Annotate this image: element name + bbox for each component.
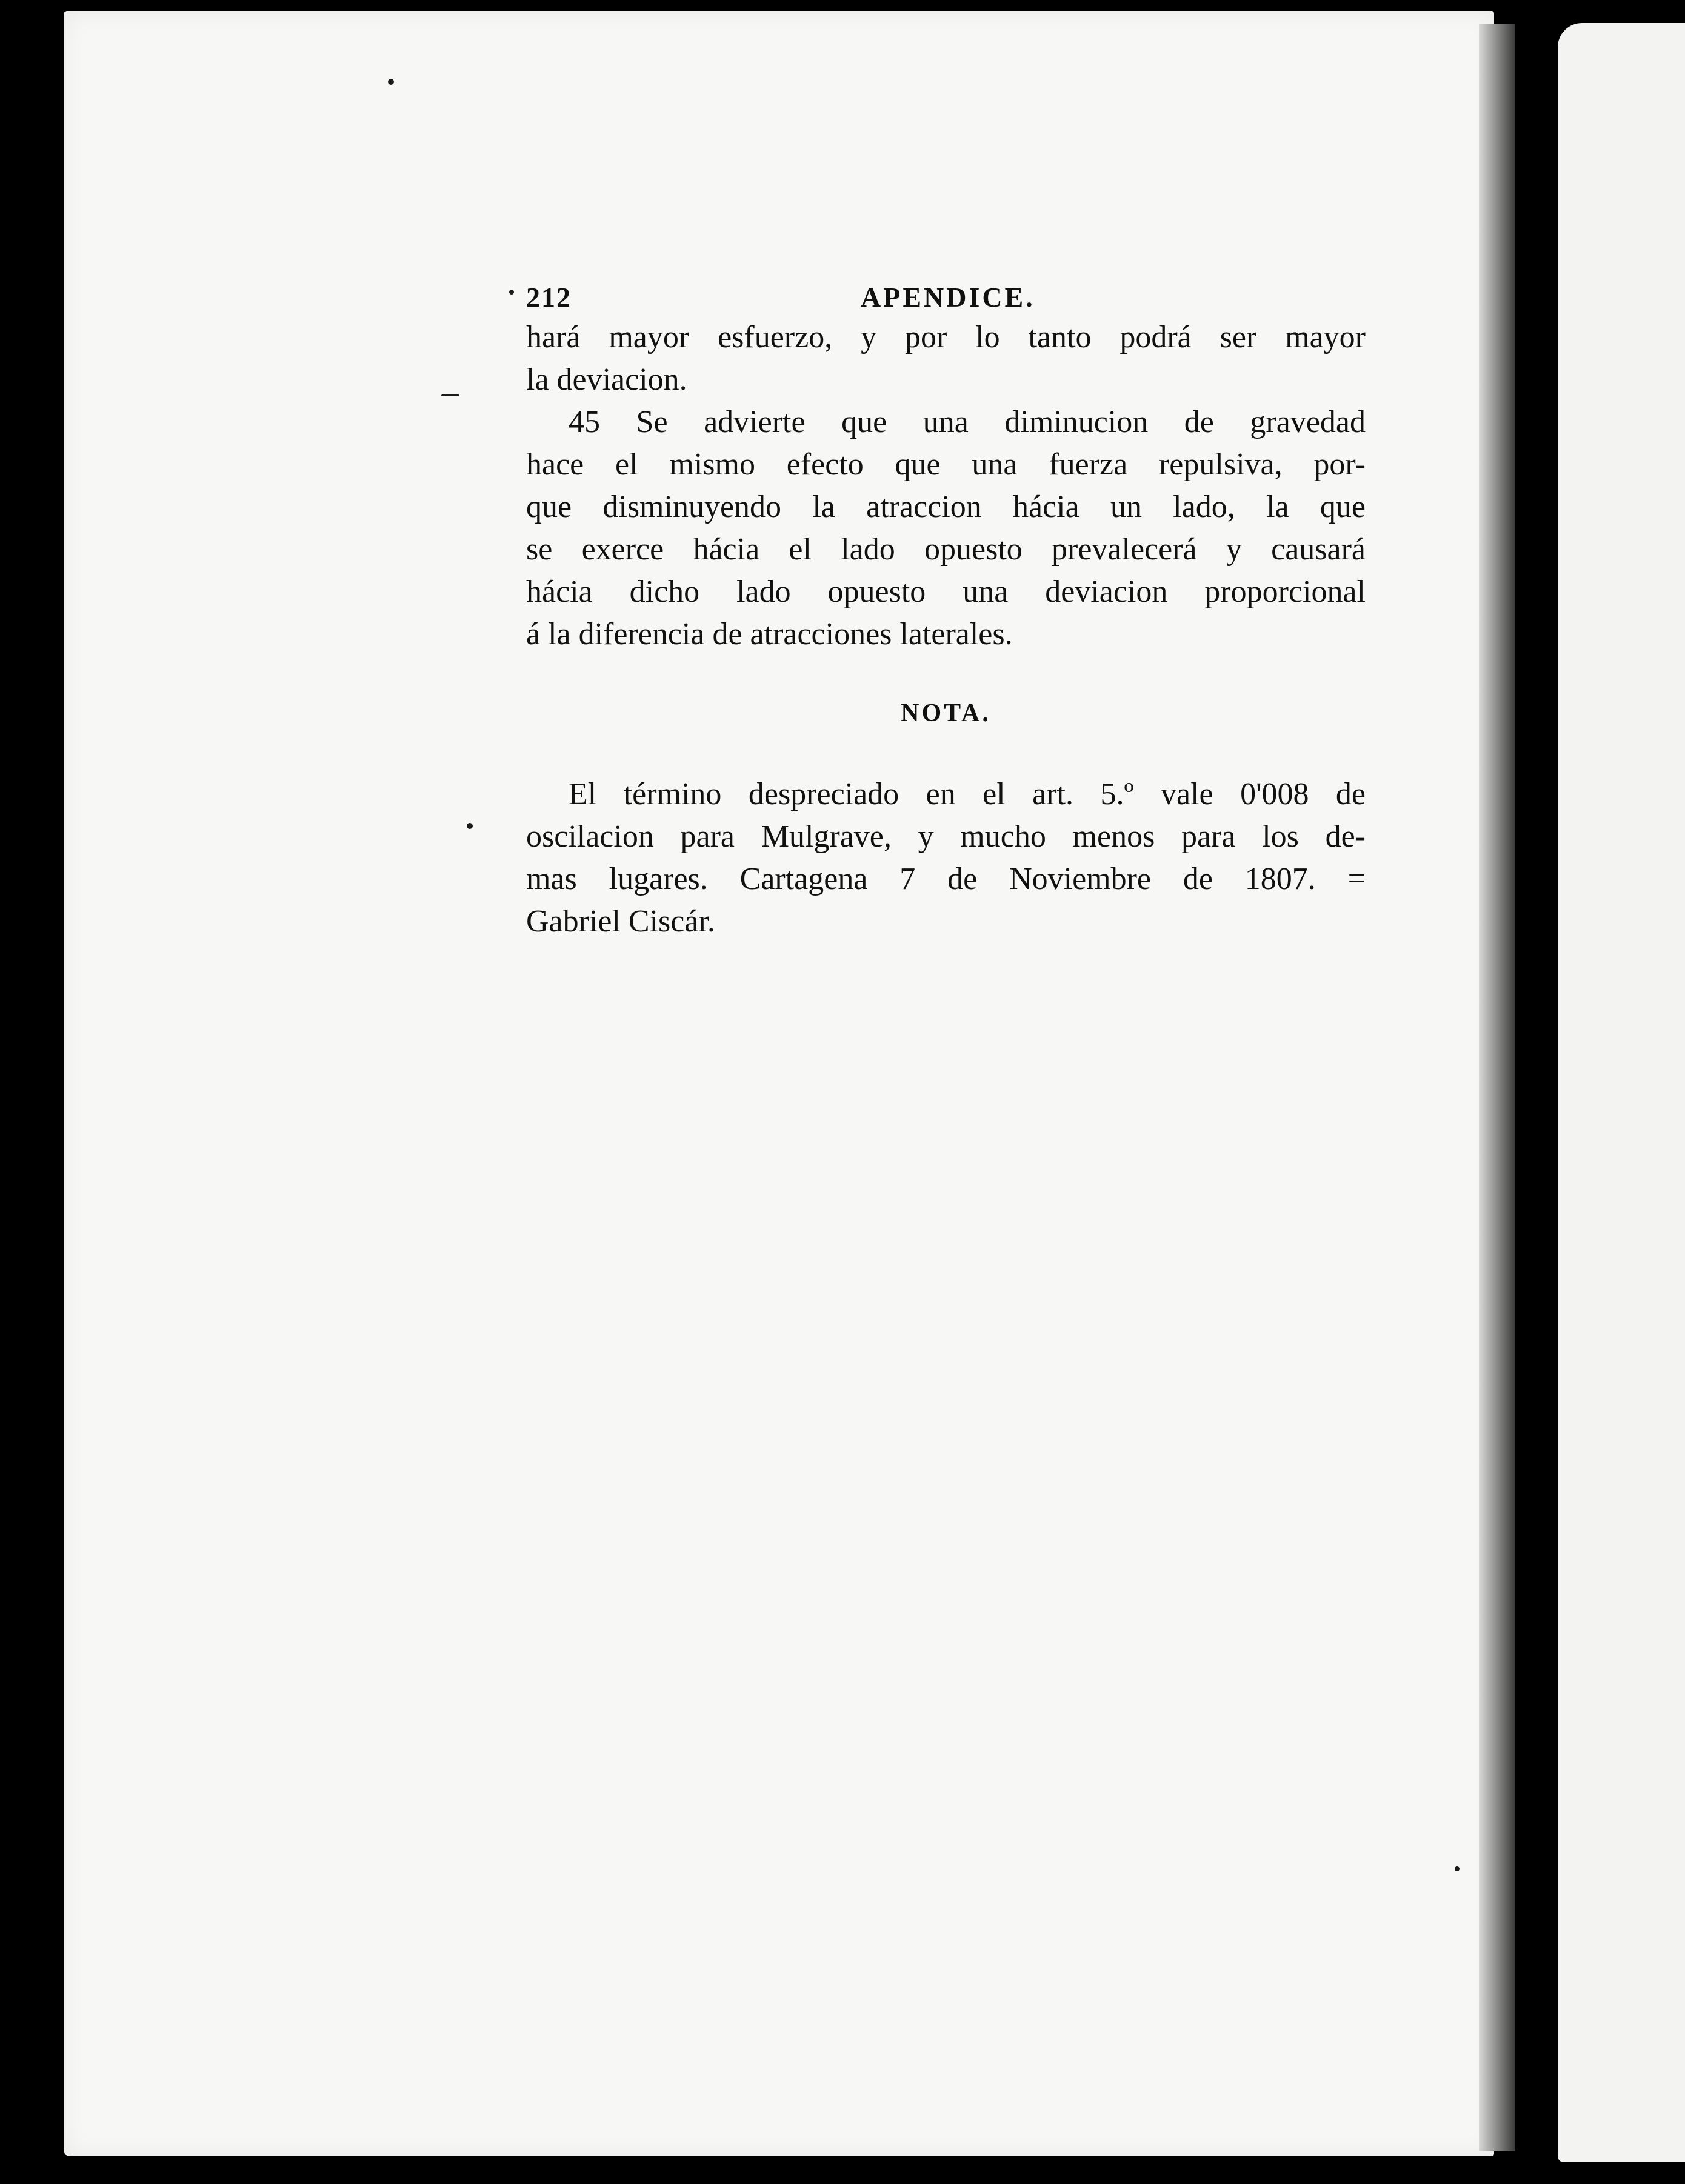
scan-speck	[1455, 1866, 1460, 1871]
text-line: oscilacion para Mulgrave, y mucho menos para los de-	[526, 819, 1366, 854]
page-header	[526, 279, 1366, 316]
page-gutter	[1479, 24, 1515, 2151]
paragraph-45	[526, 401, 1366, 656]
text-line: 45 Se advierte que una diminucion de gravedad	[569, 405, 1366, 439]
page-number: 212	[526, 282, 572, 313]
paragraph-continued	[526, 316, 1366, 401]
nota-paragraph	[526, 773, 1366, 943]
text-line: hará mayor esfuerzo, y por lo tanto podrá ser mayor	[526, 320, 1366, 355]
text-line: la deviacion.	[526, 362, 687, 397]
scan-speck	[467, 823, 473, 829]
text-line: se exerce hácia el lado opuesto prevalecerá y causará	[526, 532, 1366, 567]
text-line: que disminuyendo la atraccion hácia un lado, la que	[526, 490, 1366, 524]
scan-speck	[388, 79, 394, 85]
nota-heading: NOTA.	[901, 699, 991, 727]
signature-line: Gabriel Ciscár.	[526, 904, 715, 939]
text-line: hace el mismo efecto que una fuerza repulsiva, por-	[526, 447, 1366, 482]
scan-speck	[441, 394, 459, 396]
page-text-block	[526, 279, 1366, 943]
text-line: mas lugares. Cartagena 7 de Noviembre de 1807. =	[526, 862, 1366, 896]
facing-page-edge	[1558, 23, 1685, 2162]
running-head: APENDICE.	[861, 282, 1035, 313]
text-line: á la diferencia de atracciones laterales.	[526, 617, 1013, 651]
scan-speck	[509, 290, 514, 295]
text-line: hácia dicho lado opuesto una deviacion proporcional	[526, 574, 1366, 609]
text-line: El término despreciado en el art. 5.º vale 0'008 de	[569, 777, 1366, 811]
